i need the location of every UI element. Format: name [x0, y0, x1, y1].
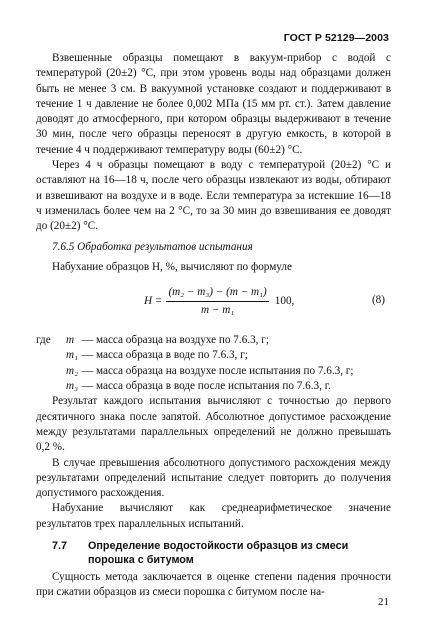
legend-row — [36, 379, 391, 394]
page-number: 21 — [378, 596, 389, 608]
formula-numerator: (m₂ − m₃) − (m − m₁) — [166, 285, 268, 302]
formula-fraction — [166, 285, 268, 319]
swelling-formula — [144, 285, 294, 319]
legend-symbol: m — [66, 334, 75, 347]
legend-prefix — [36, 348, 66, 363]
formula-lhs: H = — [144, 295, 163, 308]
paragraph-formula-intro: Набухание образцов Н, %, вычисляют по формуле — [52, 260, 292, 273]
legend-symbol: m₂ — [66, 364, 78, 377]
section-7-7-heading — [36, 539, 391, 567]
paragraph-accuracy: Результат каждого испытания вычисляют с точностью до первого десятичного знака после запятой. Абсолютное допустимое расхождение между результатами параллельных определений не должно превышать 0,2 %. — [36, 395, 391, 454]
legend-symbol: m₃ — [66, 380, 78, 393]
formula-legend — [36, 333, 391, 394]
legend-row — [36, 333, 391, 348]
equation-number: (8) — [371, 294, 385, 307]
paragraph-repeat: В случае превышения абсолютного допустимого расхождения между результатами определений испытание следует повторить до получения допустимого расхождения. — [36, 456, 391, 500]
paragraph-method-essence: Сущность метода заключается в оценке степени падения прочности при сжатии образцов из смеси порошка с битумом после на- — [36, 571, 391, 599]
legend-text: — масса образца в воде по 7.6.3, г; — [82, 349, 248, 362]
section-7-7-number: 7.7 — [52, 540, 68, 553]
legend-prefix — [36, 364, 66, 379]
legend-text: — масса образца на воздухе после испытания по 7.6.3, г; — [82, 364, 354, 377]
legend-prefix: где — [36, 334, 51, 347]
document-body — [36, 51, 391, 601]
legend-row — [36, 364, 391, 379]
paragraph-average: Набухание вычисляют как среднеарифметическое значение результатов трех параллельных испытаний. — [36, 502, 391, 530]
paragraph-vacuum: Взвешенные образцы помещают в вакуум-прибор с водой с температурой (20±2) °С, при этом уровень воды над образцами должен быть не менее 3 см. В вакуумной установке создают и поддерживают в течение 1 ч давление не более 0,002 МПа (15 мм рт. ст.). Затем давление доводят до атмосферного, при котором образцы выдерживают в течение 30 мин, после чего образцы переносят в другую емкость, в которой в течение 4 ч поддерживают температуру воды (60±2) °С. — [36, 52, 391, 156]
legend-text: — масса образца на воздухе по 7.6.3, г; — [82, 334, 269, 347]
section-7-6-5-title: 7.6.5 Обработка результатов испытания — [52, 240, 253, 253]
legend-symbol: m₁ — [66, 349, 78, 362]
legend-row — [36, 348, 391, 363]
legend-text: — масса образца в воде после испытания по 7.6.3, г. — [82, 380, 331, 393]
legend-prefix — [36, 379, 66, 394]
paragraph-water-immersion: Через 4 ч образцы помещают в воду с температурой (20±2) °С и оставляют на 16—18 ч, после чего образцы извлекают из воды, обтирают и взвешивают на воздухе и в воде. Если температура за истекшие 16—18 ч изменилась более чем на 2 °С, то за 30 мин до взвешивания ее доводят до (20±2) °С. — [36, 159, 391, 233]
formula-block — [36, 279, 391, 329]
standard-header: ГОСТ Р 52129—2003 — [283, 32, 389, 44]
section-7-7-title: Определение водостойкости образцов из смеси порошка с битумом — [88, 540, 349, 567]
formula-denominator: m − m₁ — [201, 304, 235, 317]
formula-multiplier: 100, — [274, 295, 295, 308]
